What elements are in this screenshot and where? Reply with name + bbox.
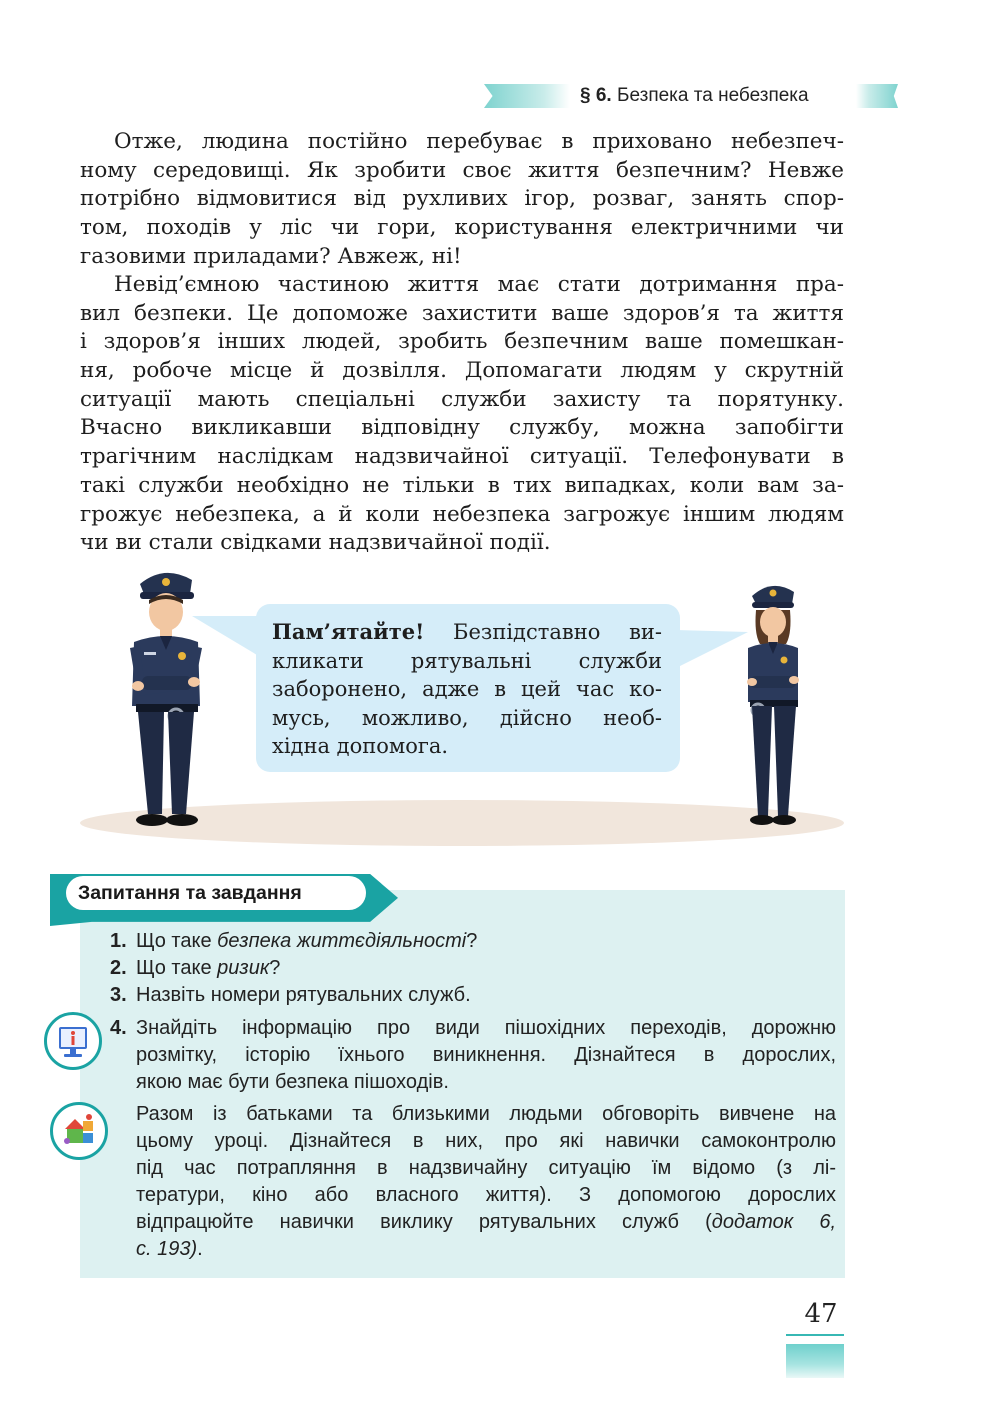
header-decor-left xyxy=(484,84,570,108)
question-text: Що таке xyxy=(136,930,218,952)
police-officer-man xyxy=(118,564,214,830)
task-punct: . xyxy=(197,1238,203,1260)
text-line: Невід’ємною частиною життя має стати дотримання пра- xyxy=(114,272,844,297)
page-number-rule xyxy=(786,1334,844,1336)
text-line: том, походів у ліс чи гори, користування електричними чи xyxy=(80,215,844,241)
bubble-line: мусь, можливо, дійсно необ- xyxy=(272,705,662,730)
task-line: цьому уроці. Дізнайтеся в них, про які навички самоконтролю xyxy=(136,1130,836,1152)
task-reference: додаток 6, xyxy=(711,1211,837,1233)
question-line: Знайдіть інформацію про види пішохідних переходів, дорожню xyxy=(136,1017,836,1039)
text-line: Вчасно викликавши відповідну службу, можна запобігти xyxy=(80,415,844,441)
family-puzzle-icon xyxy=(50,1102,108,1160)
header-decor-right xyxy=(856,84,898,108)
text-line: Отже, людина постійно перебуває в приховано небезпеч- xyxy=(114,129,844,154)
text-line: газовими приладами? Авжеж, ні! xyxy=(80,243,462,269)
paragraph-1 xyxy=(80,128,844,271)
question-number: 2. xyxy=(110,957,127,979)
police-officer-woman xyxy=(736,578,808,828)
task-reference: с. 193) xyxy=(136,1238,198,1260)
page-number-bar xyxy=(786,1344,844,1378)
bubble-line: заборонено, адже в цей час ко- xyxy=(272,677,662,702)
question-number: 3. xyxy=(110,984,127,1006)
question-text: Назвіть номери рятувальних служб. xyxy=(136,984,471,1006)
question-punct: ? xyxy=(269,957,281,979)
bubble-line: хідна допомога. xyxy=(272,734,449,759)
bubble-line: Безпідставно ви- xyxy=(424,620,662,644)
text-line: і здоров’я інших людей, зробить безпечним ваше помешкан- xyxy=(80,329,844,355)
text-line: вил безпеки. Це допоможе захистити ваше здоров’я та життя xyxy=(80,300,844,326)
page-number: 47 xyxy=(804,1299,838,1329)
bubble-line: кликати рятувальні служби xyxy=(272,648,662,673)
text-line: ня, робоче місце й дозвілля. Допомагати людям у скрутній xyxy=(80,358,844,384)
info-monitor-icon xyxy=(44,1012,102,1070)
text-line: грожує небезпека, а й коли небезпека загрожує іншим людям xyxy=(80,501,844,527)
text-line: ситуації мають спеціальні служби захисту та порятунку. xyxy=(80,386,844,412)
question-term: безпека життєдіяльності xyxy=(217,930,467,952)
text-line: потрібно відмовитися від рухливих ігор, розваг, занять спор- xyxy=(80,186,844,212)
question-number: 1. xyxy=(110,930,127,952)
text-line: такі служби необхідно не тільки в тих випадках, коли вам за- xyxy=(80,472,844,498)
paragraph-2 xyxy=(80,271,844,558)
task-line: Разом із батьками та близькими людьми обговоріть вивчене на xyxy=(136,1103,836,1125)
question-line: якою має бути безпека пішоходів. xyxy=(136,1071,449,1093)
question-punct: ? xyxy=(466,930,478,952)
questions-title: Запитання та завдання xyxy=(78,882,302,904)
question-line: розмітку, історію їхнього виникнення. Дізнайтеся в дорослих, xyxy=(136,1044,836,1066)
text-line: трагічним наслідкам надзвичайної ситуації. Телефонувати в xyxy=(80,444,844,470)
task-line: під час потрапляння в надзвичайну ситуацію їм відомо (з лі- xyxy=(136,1157,836,1179)
text-line: ному середовищі. Як зробити своє життя безпечним? Невже xyxy=(80,157,844,183)
text-line: чи ви стали свідками надзвичайної події. xyxy=(80,530,551,556)
running-header xyxy=(580,84,809,108)
bubble-text xyxy=(272,618,662,761)
section-title: Безпека та небезпека xyxy=(616,85,809,106)
question-text: Що таке xyxy=(136,957,218,979)
remember-label: Пам’ятайте! xyxy=(272,619,425,644)
question-term: ризик xyxy=(217,957,270,979)
task-line: тератури, кіно або власного життя). З допомогою дорослих xyxy=(136,1184,836,1206)
question-number: 4. xyxy=(110,1017,127,1039)
task-line: відпрацюйте навички виклику рятувальних служб ( xyxy=(136,1211,712,1233)
section-mark: § 6. xyxy=(580,85,612,106)
